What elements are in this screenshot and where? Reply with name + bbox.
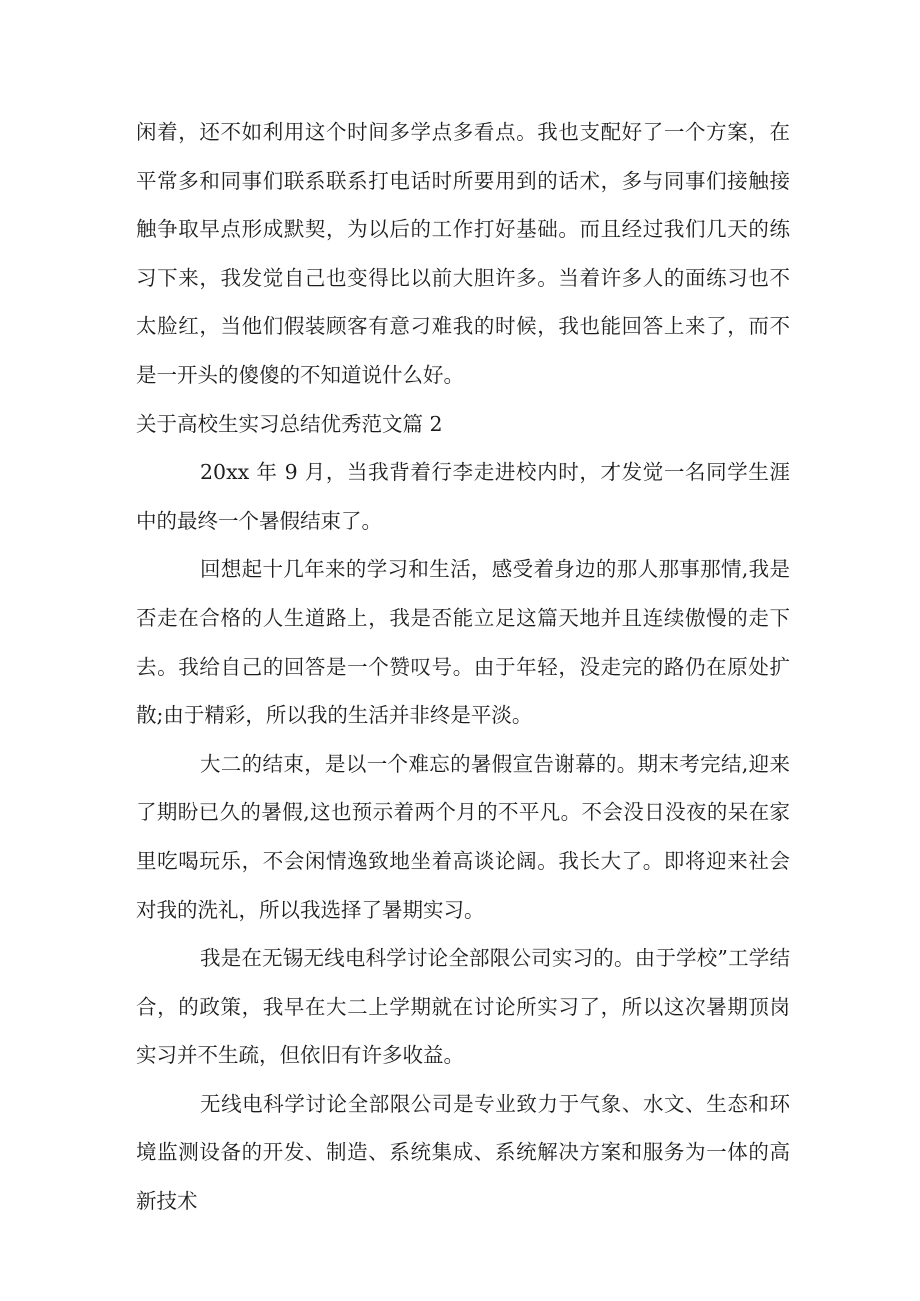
paragraph: 我是在无锡无线电科学讨论全部限公司实习的。由于学校”工学结合，的政策，我早在大二上学期就在讨论所实习了，所以这次暑期顶岗实习并不生疏，但依旧有许多收益。 — [136, 946, 790, 1068]
paragraph: 20xx 年 9 月，当我背着行李走进校内时，才发觉一名同学生涯中的最终一个暑假结束了。 — [136, 460, 790, 533]
paragraph: 回想起十几年来的学习和生活，感受着身边的那人那事那情,我是否走在合格的人生道路上，我是否能立足这篇天地并且连续傲慢的走下去。我给自己的回答是一个赞叹号。由于年轻，没走完的路仍在原处扩散;由于精彩，所以我的生活并非终是平淡。 — [136, 557, 790, 728]
document-body — [136, 108, 790, 1226]
paragraph-continued: 闲着，还不如利用这个时间多学点多看点。我也支配好了一个方案，在平常多和同事们联系联系打电话时所要用到的话术，多与同事们接触接触争取早点形成默契，为以后的工作打好基础。而且经过我们几天的练习下来，我发觉自己也变得比以前大胆许多。当着许多人的面练习也不太脸红，当他们假装顾客有意刁难我的时候，我也能回答上来了，而不是一开头的傻傻的不知道说什么好。 — [136, 120, 790, 387]
paragraph: 无线电科学讨论全部限公司是专业致力于气象、水文、生态和环境监测设备的开发、制造、系统集成、系统解决方案和服务为一体的高新技术 — [136, 1091, 790, 1214]
section-heading: 关于高校生实习总结优秀范文篇 2 — [136, 411, 443, 436]
paragraph: 大二的结束，是以一个难忘的暑假宣告谢幕的。期末考完结,迎来了期盼已久的暑假,这也预示着两个月的不平凡。不会没日没夜的呆在家里吃喝玩乐，不会闲情逸致地坐着高谈论阔。我长大了。即将迎来社会对我的洗礼，所以我选择了暑期实习。 — [136, 751, 790, 922]
